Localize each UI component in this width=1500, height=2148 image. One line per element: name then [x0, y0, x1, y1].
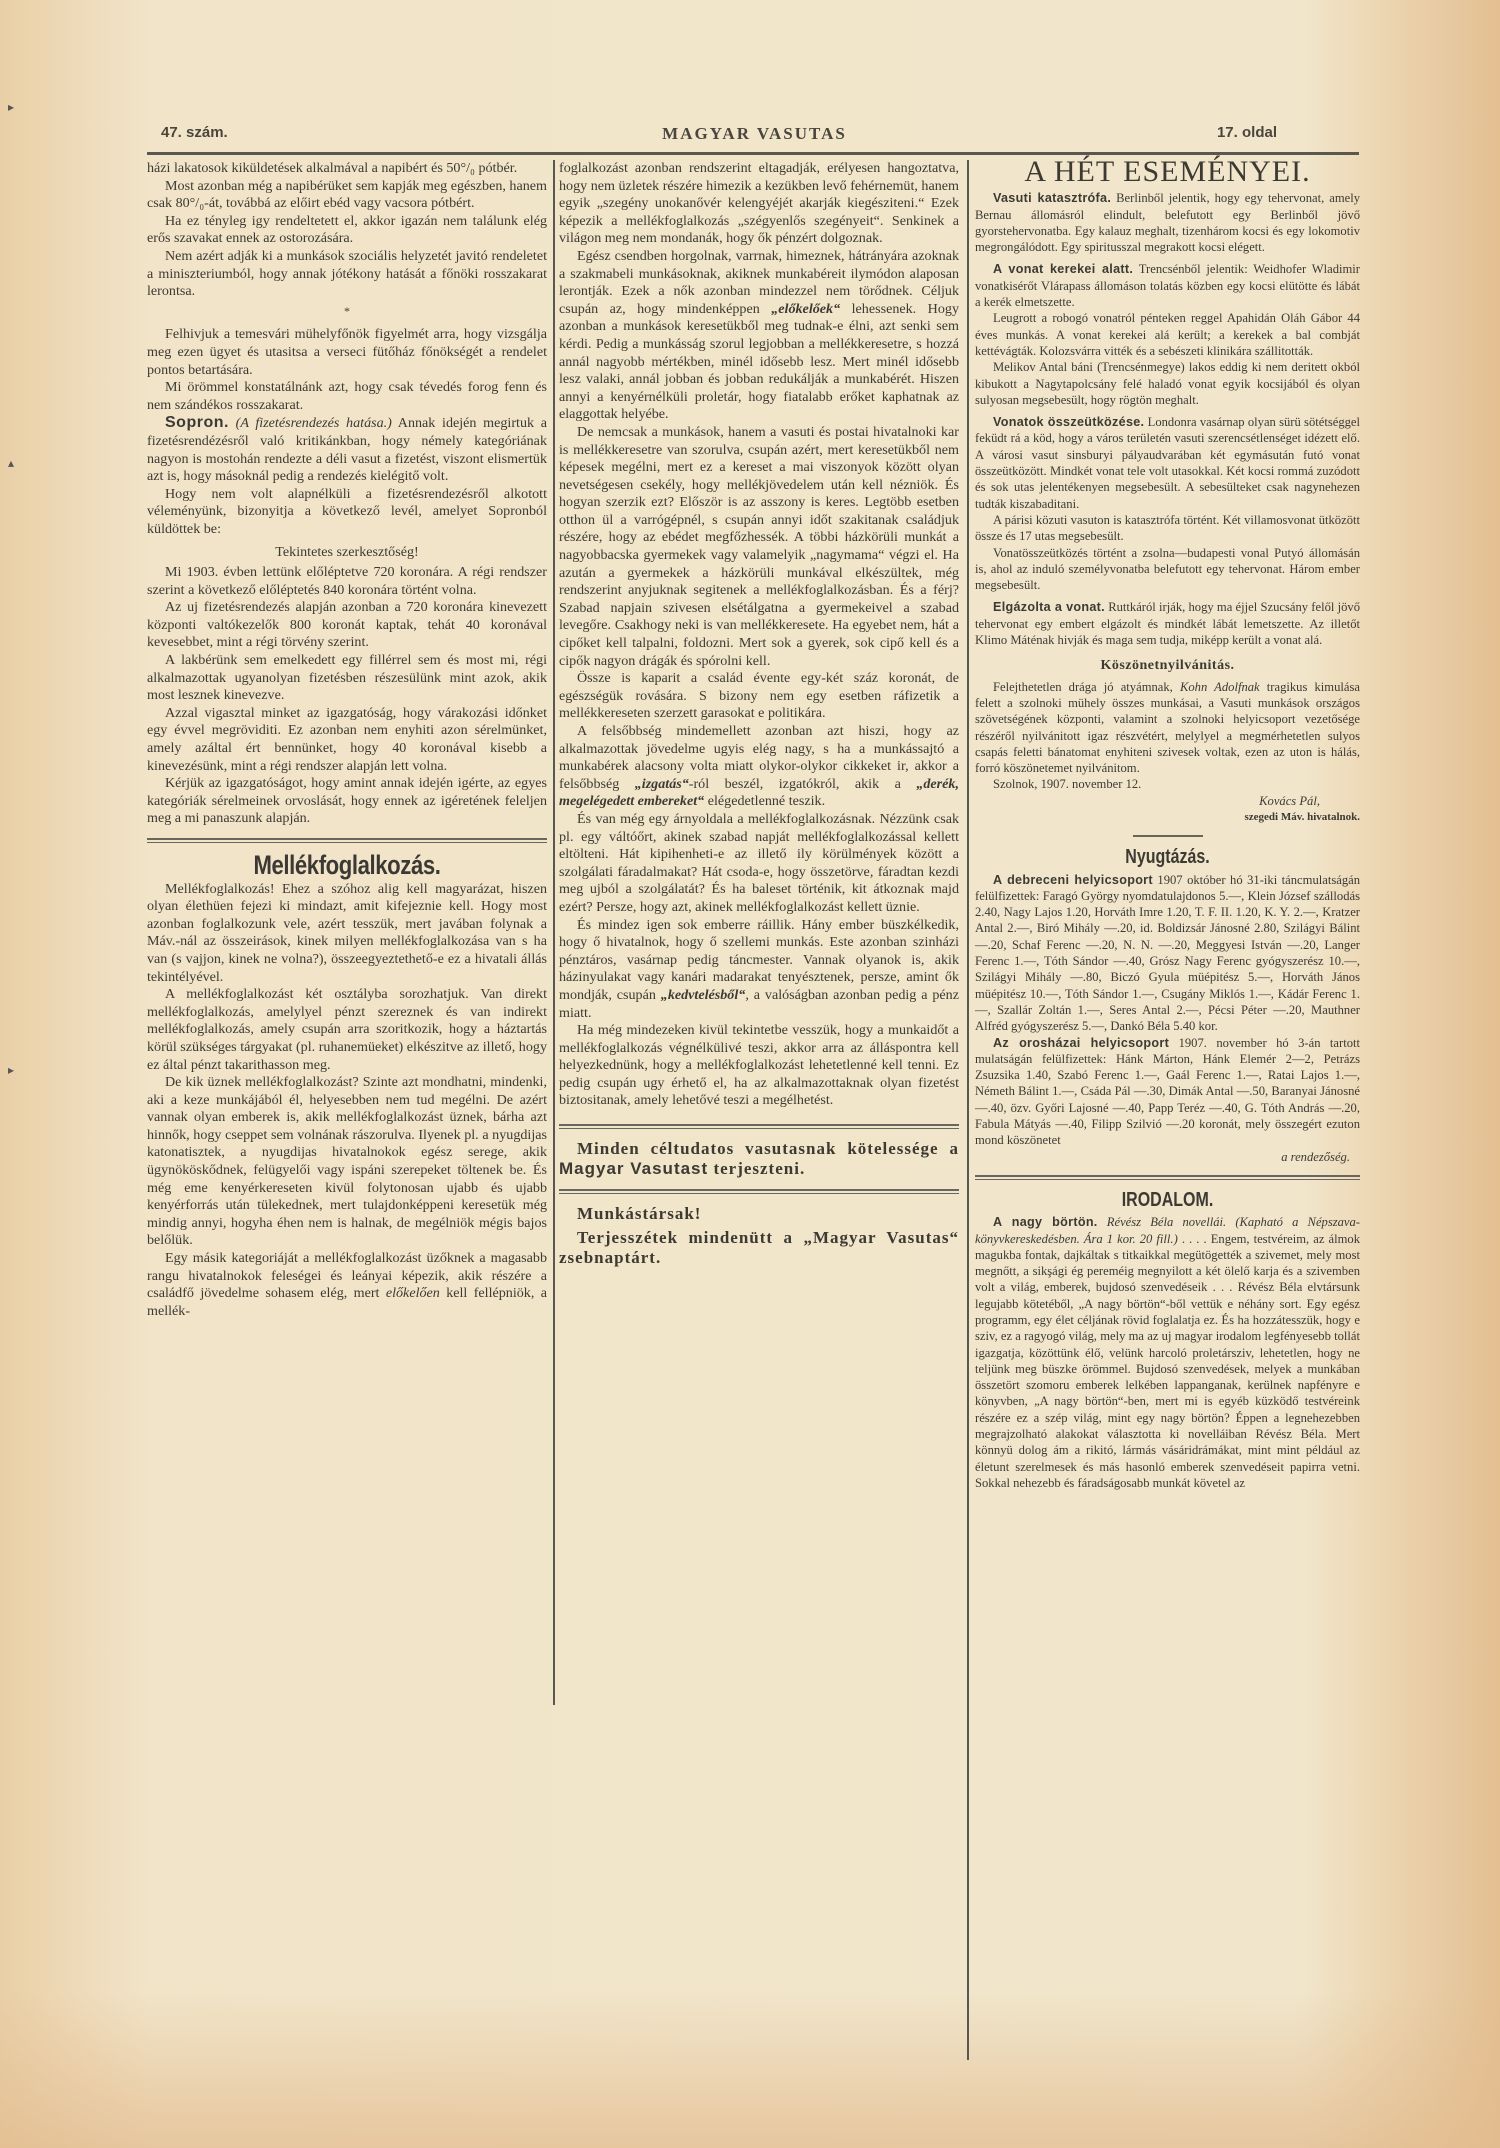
section-title: Nyugtázás. — [1125, 846, 1210, 869]
section-rule — [559, 1189, 959, 1194]
news-text: Trencsénből jelentik: Weidhofer Wladimir vonatkisérőt Vlárapass állomáson tolatás közben egy kocsi elütötte és lábát a kerék elmetszette. — [975, 262, 1361, 310]
page-number: 17. oldal — [1216, 124, 1277, 141]
news-text: Berlinből jelentik, hogy egy tehervonat, amely Bernau állomásról elindult, belefutott egy Berlinből jövő gyorstehervonatba. Egy kalauz meghalt, tizenhárom kocsi és egy lokomotiv megrongálódott. Egy spiritusszal megrakott kocsi elégett. — [975, 191, 1361, 255]
news-kicker: Elgázolta a vonat. — [993, 600, 1105, 615]
news-item — [975, 599, 1360, 648]
paragraph-text: , a valóságban azonban pedig a pénz miatt. — [559, 986, 959, 1021]
news-kicker: Vasuti katasztrófa. — [993, 191, 1112, 206]
emphasis: „előkelőek“ — [771, 300, 841, 317]
section-rule — [559, 1124, 959, 1129]
news-item: Leugrott a robogó vonatról pénteken reggel Apahidán Oláh Gábor 44 éves munkás. A vonat kerekei alá került; a kerekek a bal combját kettévágták. Kolozsvárra vitték és a sebészeti klinikára szállitották. — [975, 311, 1360, 358]
paragraph-text: Annak idején megirtuk a fizetésrendézésről való kritikánkban, hogy némely kategóriának nagyon is mostohán rendezte a déli vasut a fizetést, viszont elismertük azt is, hogy másoknál pedig a rendezés kielégitő volt. — [147, 415, 547, 485]
paragraph: Nem azért adják ki a munkások szociális helyzetét javitó rendeletet a miniszteriumból, hogy annak jótékony hatását a főnöki rosszakarat lerontsa. — [147, 247, 547, 300]
divider — [1133, 835, 1203, 837]
news-item: Melikov Antal báni (Trencsénmegye) lakos eddig ki nem deritett okból kibukott a Nagytapolcsány felé haladó vonat egyik kocsijából és olyan sulyosan megsebesült, hogy rögtön meghalt. — [975, 360, 1360, 407]
letter-salutation: Tekintetes szerkesztőség! — [275, 544, 419, 561]
section-title: A HÉT ESEMÉNYEI. — [1024, 155, 1311, 188]
article-subtitle: (A fizetésrendezés hatása.) — [235, 415, 392, 432]
review-kicker: A nagy börtön. — [993, 1215, 1098, 1230]
paragraph: Mellékfoglalkozás! Ehez a szóhoz alig kell magyarázat, hiszen olyan élethüen fejezi ki mindazt, amit kifejeznie kell. Hogy most azonban foglalkozunk vele, azért tesszük, mert javában folynak a Máv.-nál az összeirások, kinek milyen mellékfoglalkozása van s ha van (s vajjon, kinek ne volna?), összeegyeztethető-e ez a hivatali állás tekintélyével. — [147, 880, 547, 985]
notice-text — [975, 679, 1360, 777]
column-divider — [967, 160, 969, 2060]
column-right — [975, 155, 1361, 1491]
paragraph: Mi 1903. évben lettünk előléptetve 720 koronára. A régi rendszer szerint a következő előléptetés 840 koronára történt volna. — [147, 564, 547, 598]
paragraph: Össze is kaparit a család évente egy-két száz koronát, de egészségük rovására. S bizony nem egy esetben ráfizetik a mellékkereseten szerzett garasokat e politikára. — [559, 670, 959, 722]
notice-body: Felejthetetlen drága jó atyámnak, — [993, 679, 1173, 694]
paragraph-text: lehessenek. Hogy azonban a munkások keresetükből meg tudnak-e élni, azt senki sem kérdi. Pedig a munkásság szorul legjobban a mellékkeresetre, s hozzá annál nagyobb mértékben, minél idősebb lesz. Mert minél idősebb lesz valaki, annál jobban és jobban redukálják a munkabérét. Hiszen annyi a kenyérnélküli proletár, hogy fiatalabb erőket kaphatnak az elaggottak helyébe. — [559, 300, 959, 423]
news-text: Ruttkáról irják, hogy ma éjjel Szucsány felől jövő tehervonat egy embert elgázolt és mindkét lábát lemetszette. Az illetőt Klimo Máténak hivják és maga sem tudja, miképp került a vonat alá. — [975, 600, 1360, 648]
section-separator: * — [344, 303, 350, 318]
section-title: IRODALOM. — [1121, 1188, 1214, 1211]
receipt-kicker: Az orosházai helyicsoport — [993, 1035, 1170, 1050]
article-title: Mellékfoglalkozás. — [253, 849, 441, 880]
paragraph — [147, 1250, 547, 1320]
paragraph — [559, 248, 959, 424]
newspaper-page — [147, 0, 1362, 2148]
emphasis: „kedvtelésből“ — [660, 986, 746, 1003]
paragraph: foglalkozást azonban rendszerint eltagadják, erélyesen hangoztatva, hogy nem üzletek részére himezik a kezükben levő fehérnemüt, hanem egyik „szegény unokanővér kelengyéjét akarják kiegésziteni.“ Ezek képezik a mellékfoglalkozás „szégyenlős szegényeit“. Senkinek a világon meg nem mondanák, hogy ők pénzért dolgoznak. — [559, 160, 959, 247]
paragraph: Mi örömmel konstatálnánk azt, hogy csak tévedés forog fenn és nem szándékos rosszakarat. — [147, 379, 547, 413]
review-source: Révész Béla novellái. (Kapható a Népszava-könyvkereskedésben. Ára 1 kor. 20 fill.) — [975, 1215, 1361, 1246]
paragraph: Kérjük az igazgatóságot, hogy amint annak idején igérte, az egyes kategóriák sérelmeinek orvoslását, hogy ennek az igéretének feleljen meg a mi panaszunk alapján. — [147, 775, 547, 827]
paragraph: házi lakatosok kiküldetések alkalmával a napibért és 50°/₀ pótbér. — [147, 160, 518, 176]
emphasis: „derék, megelégedett embereket“ — [559, 775, 959, 810]
margin-mark: ▴ — [8, 456, 15, 470]
column-middle — [559, 160, 959, 1268]
emphasis: „izgatás“ — [634, 775, 689, 792]
paragraph: A mellékfoglalkozást két osztályba sorozhatjuk. Van direkt mellékfoglalkozás, amelylyel pénzt szereznek és van indirekt mellékfoglalkozás, amely csupán arra szoritkozik, hogy a háztartás körül szükséges tárgyakat (pl. ruhanemüeket) elkészitve az illető, hogy ez által pénzt takarithasson meg. — [147, 986, 547, 1073]
article-kicker: Sopron. — [165, 414, 229, 432]
news-item — [975, 261, 1360, 310]
column-left — [147, 160, 547, 1320]
promo-notice: Terjesszétek mindenütt a „Magyar Vasutas“ zsebnaptárt. — [559, 1228, 959, 1268]
paragraph-text: Egész csendben horgolnak, varrnak, himeznek, hátrányára azoknak a szakmabeli munkásoknak, akiknek munkabéreit ilymódon alaposan lerontják. Ezek a nők azonban mindezzel nem törődnek. Céljuk csupán az, hogy mindenképpen — [559, 247, 959, 317]
paragraph-text: -ról beszél, izgatókról, akik a — [688, 775, 901, 792]
paragraph — [559, 917, 959, 1023]
notice-body: tragikus kimulása felett a szolnoki mühely összes munkásai, a Vasuti munkások országos szövetségének központi, valamint a szolnoki helyicsoport vezetősége részéről nyilvánitott igaz részvétért, melylyel a megmérhetetlen sulyos csapás feletti bánatomat enyhiteni szivesek voltak, ezen az uton is hálás, forró köszönetemet nyilvánitom. — [975, 679, 1360, 776]
promo-notice — [559, 1139, 959, 1179]
news-text: Londonra vasárnap olyan sürü sötétséggel feküdt rá a köd, hogy a város területén vasuti szerencsétlenséget idézett elő. A városi vasut sinsburyi pályaudvarában két egymásután futó vonat összeütközött. Mindkét vonat tele volt utasokkal. Két kocsi rommá zuzódott és sok utas jelentékenyen megsebesült. A sebesülteket csak nagynehezen tudták kiszabaditani. — [975, 415, 1360, 511]
review-text: . . . . Engem, testvéreim, az álmok magukba fontak, dajkáltak s titkaikkal megütögették a szivemet, mely most megnőtt, a sikşági ég pereméig megnyilott a két ölelő karja és a szivemben volt a világ, emberek, bujdosó szenvedéseik . . . Révész Béla elvtársunk legujabb kötetéből, „A nagy börtön“-ből vettük e néhány sort. Egy egész programm, egy élet céljának rövid foglalatja ez. És ha hozzátesszük, hogy e sziv, ez a ragyogó világ, mely ma az uj magyar irodalom legfényesebb tollát igazgatja, közöttünk élő, velünk harcoló proletársziv, lehetetlen, hogy ne teljünk meg büszke örömmel. Bujdosó szenvedések, melyek a munkában összetört szomoru emberek lelkében lappanganak, kerülnek napfényre e könyvben, „A nagy börtön“-ben, mert mi is egyéb küzködő testvéreink részére ez a szép világ, mint egy nagy börtön? Éppen a legnehezebben megrajzolható alakokat választotta ki novelláiban Révész Béla. Mert könnyü dolog ám a rikitó, lármás vásáridrámákat, mint mint például az életunt szerelmesek és más hasonló emberek szenvedéseit papirra vetni. Sokkal nehezebb és fáradságosabb munkát követel az — [975, 1231, 1360, 1490]
promo-heading: Munkástársak! — [577, 1204, 702, 1224]
review-item — [975, 1214, 1360, 1491]
news-item — [975, 190, 1360, 255]
paragraph: Az uj fizetésrendezés alapján azonban a 720 koronára kinevezett központi valtókezelők 800 koronát kaptak, tehát 40 koronával kevesebbet, mint a régi törvény szerint. — [147, 599, 547, 651]
notice-date: Szolnok, 1907. november 12. — [993, 777, 1142, 792]
paragraph-text: kell fellépniök, a mellék- — [147, 1285, 547, 1319]
notice-title: Köszönetnyilvánitás. — [1100, 658, 1235, 674]
masthead: MAGYAR VASUTAS — [662, 124, 847, 143]
news-item — [975, 414, 1360, 512]
paragraph — [147, 414, 547, 485]
paragraph-text: És mindez igen sok emberre ráillik. Hány ember büszkélkedik, hogy ő hivatalnok, hogy ő szellemi munkás. Este azonban szinházi pénztáros, vasárnap pedig táncmester. Vannak olyanok is, akik házinyulakat vagy kanári madarakat tenyésztenek, persze, amint ők mondják, csupán — [559, 916, 959, 1003]
section-rule — [147, 838, 547, 843]
promo-text: Minden céltudatos vasutasnak kötelessége a — [577, 1139, 959, 1159]
paragraph: A lakbérünk sem emelkedett egy fillérrel sem és most mi, régi alkalmazottak ugyanolyan fizetésben részesülünk mint azok, akik most lesznek kinevezve. — [147, 652, 547, 704]
signature-name: Kovács Pál, — [1259, 793, 1320, 808]
paragraph: Felhivjuk a temesvári mühelyfőnök figyelmét arra, hogy vizsgálja meg ezen ügyet és utasitsa a verseci fütőház főnökségét a rendelet pontos betartására. — [147, 326, 547, 378]
paragraph-text: A felsőbbség mindemellett azonban azt hiszi, hogy az alkalmazottak jövedelme ugyis elég nagy, s ha a munkássajtó a munkabérek alacsony volta miatt olykor-olykor cikkeket ir, akkor a felsőbbség — [559, 723, 959, 792]
margin-mark: ▸ — [8, 100, 15, 114]
paragraph — [559, 723, 959, 811]
issue-number: 47. szám. — [161, 124, 228, 141]
receipt-kicker: A debreceni helyicsoport — [993, 872, 1153, 887]
receipt-item — [975, 1035, 1360, 1149]
paragraph-text: elégedetlenné teszik. — [707, 793, 826, 810]
paragraph: De kik üznek mellékfoglalkozást? Szinte azt mondhatni, mindenki, aki a keze munkájából él, helyesebben nem tud megélni. De azért vannak olyan emberek is, akik mellékfoglalkozást üznek, bárha azt hinnők, hogy cseppet sem volnának rászorulva. Ilyenek pl. a nyugdijas katonatisztek, a nyugdijas hivatalnokok egész serege, akik ügynököskődnek, felügyelői vagy ispáni szerepeket töltenek be. És még eme kenyérkereseten kivül folytonosan ujabb és ujabb kenyérforrás után tülekednek, mert tulajdonképpeni keresetük még mindig annyi, hogyha éhen nem is halnak, de megélniök mégis bajos belőlük. — [147, 1074, 547, 1249]
news-kicker: Vonatok összeütközése. — [993, 415, 1145, 430]
paragraph: Azzal vigasztal minket az igazgatóság, hogy várakozási időnket egy évvel megröviditi. Ez azonban nem enyhiti azon sérelmünket, amely azáltal ért bennünket, hogy 40 koronával kisebb a kinevezésünk, mint a régi rendszer alapján lett volna. — [147, 704, 547, 774]
promo-text: terjeszteni. — [713, 1159, 806, 1179]
emphasis: előkelően — [385, 1285, 440, 1302]
news-item: Vonatösszeütközés történt a zsolna—budapesti vonal Putyó állomásán is, ahol az induló személyvonatba belefutott egy tehervonat. Három ember megsebesült. — [975, 545, 1360, 593]
promo-emphasis: Magyar Vasutast — [559, 1159, 709, 1179]
paragraph: Most azonban még a napibérüket sem kapják meg egészben, hanem csak 80°/₀-át, továbbá az előirt ebéd vagy vacsora pótbért. — [147, 177, 547, 212]
paragraph: Hogy nem volt alapnélküli a fizetésrendezésről alkotott véleményünk, bizonyitja a következő levél, amelyet Sopronból küldöttek be: — [147, 485, 547, 537]
margin-mark: ▸ — [8, 1063, 15, 1077]
section-rule — [975, 1175, 1360, 1180]
paragraph: Ha még mindezeken kivül tekintetbe vesszük, hogy a munkaidőt a mellékfoglalkozás végnélkülivé teszi, akkor arra az álláspontra kell helyezkednünk, hogy a mellékfoglalkozást lehetetlenné kell tenni. Ez pedig csupán ugy érhető el, ha az alkalmazottaknak olyan fizetést biztositanak, amely lehetővé teszi a megélhetést. — [559, 1022, 959, 1109]
news-item: A párisi közuti vasuton is katasztrófa történt. Két villamosvonat ütközött össze és 17 utas megsebesült. — [975, 512, 1360, 544]
column-divider — [553, 160, 555, 1705]
news-kicker: A vonat kerekei alatt. — [993, 262, 1134, 277]
paragraph: És van még egy árnyoldala a mellékfoglalkozásnak. Nézzünk csak pl. egy váltóőrt, akinek szabad napját mellékfoglalkozással kellett eltölteni. Hát kipihenheti-e az illető ily körülmények között a szolgálati fáradalmakat? Hát csoda-e, hogy összetörve, fáradtan kezdi meg ujból a szolgálatát? És ha baleset történik, kit átkoznak majd ezért? Persze, hogy azt, akinek mellékfoglalkozást kellett üznie. — [559, 810, 959, 915]
receipt-signature: a rendezőség. — [1281, 1149, 1350, 1164]
paragraph: De nemcsak a munkások, hanem a vasuti és postai hivatalnoki kar is mellékkeresetre van szorulva, csupán azért, mert keresetükből nem képesek megélni, mert ez a kereset a mai viszonyok között olyan nevetségesen csekély, hogy mellékjövedelem után kell nézniök. És hogyan szerzik ezt? Először is az asszony is keres. Legtöbb esetben otthon ül a varrógépnél, s csupán annyi időt szakitanak családjuk részére, hogy az ebédet megfőzhessék. A többi házkörüli munkát a nagyobbacska gyermekek vagy valamelyik „nagymama“ végzi el. Ha azután a gyermekek a házkörüli munkával elkészültek, még rendszerint anyjuknak segitenek a mellékfoglalkozásban. És a férj? Szabad napjain szivesen elsétálgatna a gyermekeivel a szabad levegőre. Csakhogy neki is van mellékkeresete. Ha egyebet nem, hát a cipőket kell talpalni, foldozni. Mert sok a gyerek, sok cipő kell és a cipők nagyon drágák és spórolni kell. — [559, 423, 959, 669]
notice-name: Kohn Adolfnak — [1179, 679, 1260, 694]
page-header — [147, 124, 1362, 150]
paragraph-text: Egy másik kategoriáját a mellékfoglalkozást üzőknek a magasabb rangu hivatalnokok feleségei és leányai képezik, akik részére a családfő jövedelme sohasem elég, mert — [147, 1250, 547, 1302]
signature-title: szegedi Máv. hivatalnok. — [1244, 810, 1360, 823]
receipt-text: 1907. november hó 3-án tartott mulatságán felülfizettek: Hánk Márton, Hánk Elemér 2—2, Petrázs Zsuzsika 1.40, Szabó Ferenc 1.—, Gaál Ferenc 1.—, Ratai Lajos 1.—, Németh Bálint 1.—, Csáda Pál —.30, Dimák Antal —.50, Baranyai Jánosné —.40, özv. Győri Lajosné —.40, Papp Teréz —.40, G. Tóth András —.20, Fabula Mátyás —.40, Filipp Szilvió —.20 koronát, mely összegért ezuton mond köszönetet — [975, 1035, 1361, 1148]
receipt-item — [975, 872, 1360, 1035]
paragraph: Ha ez tényleg igy rendeltetett el, akkor igazán nem találunk elég erős szavakat ennek az ostorozására. — [147, 212, 547, 247]
receipt-text: 1907 október hó 31-iki táncmulatságán felülfizettek: Faragó György nyomdatulajdonos 5.—, Klein József szállodás 2.40, Nagy Lajos 1.20, Horváth Imre 1.20, T. F. II. 1.20, K. Y. 2.—, Kratzer Antal 2.—, Biró Mihály —.20, id. Boldizsár Jánosné 2.80, Szilágyi Bálint —.20, Schaf Ferenc —.20, N. N. —.20, Meggyesi István —.20, Langer Ferenc 1.—, Tóth Sándor —.40, Grósz Nagy Ferenc gyógyszerész 10.—, Szilágyi Mihály —.80, Biczó Gyula müépitész 5.—, Horváth János müépitész 10.—, Tóth Sándor 1.—, Csugány Miklós 1.—, Kádár Ferenc 1.—, Szallár Zoltán 1.—, Seres Antal 2.—, Pécsi Péter —.20, Mauthner Alfréd gyógyszerész 5.—, Dankó Béla 5.40 kor. — [975, 872, 1361, 1034]
